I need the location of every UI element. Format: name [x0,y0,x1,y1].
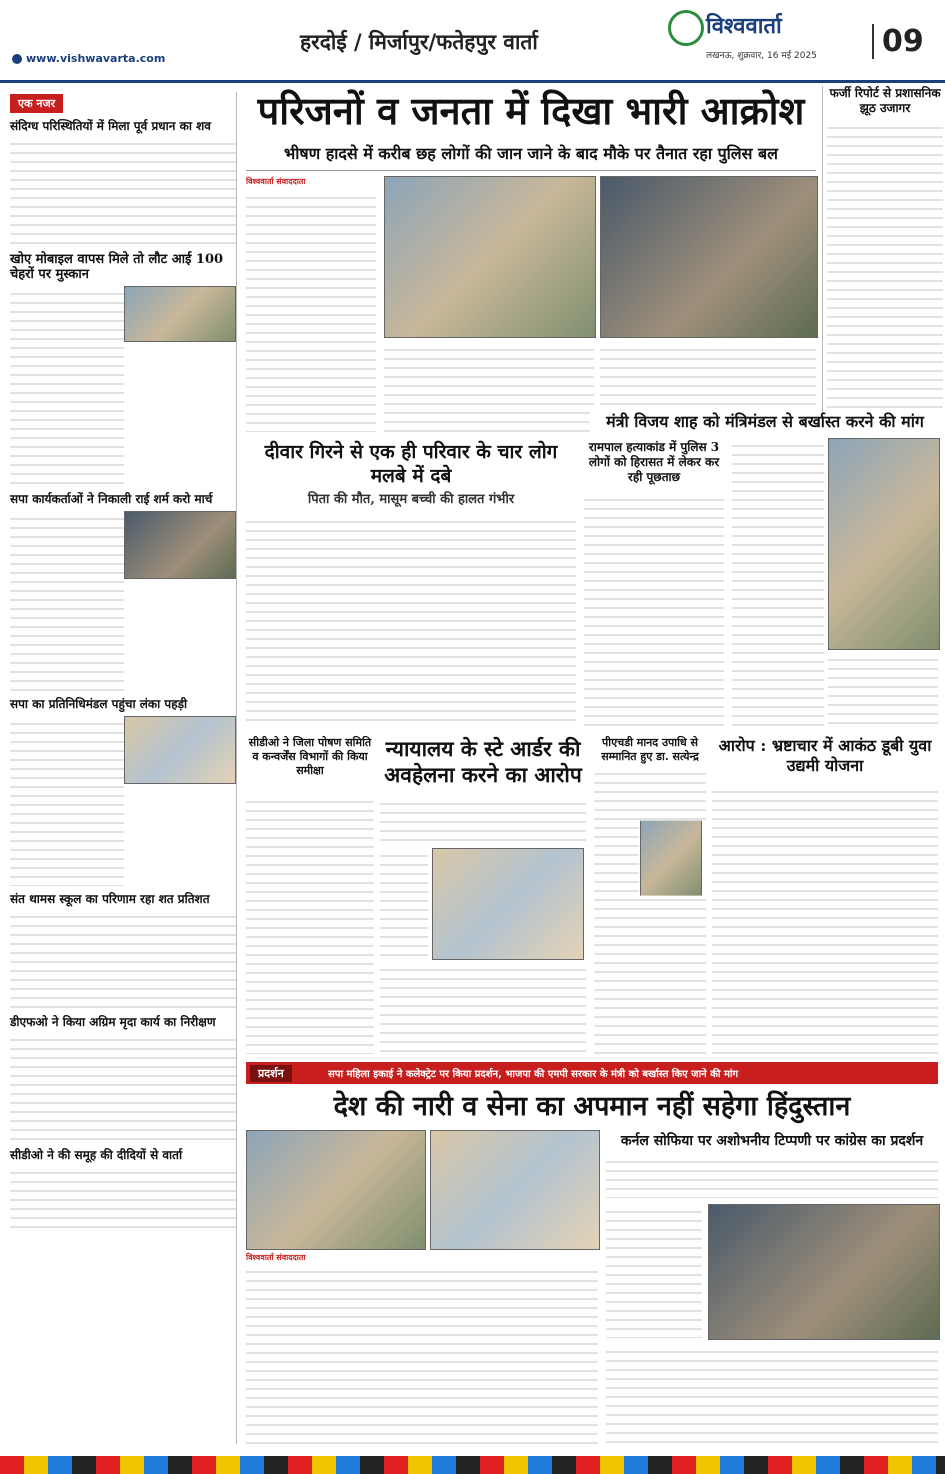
congress-photo [708,1204,940,1340]
congress-body-top [606,1154,938,1198]
phd-body [594,766,706,1054]
minister-photo [828,438,940,650]
left-column [10,92,237,1444]
left-headline-1: संदिग्ध परिस्थितियों में मिला पूर्व प्रधान का शव [10,119,211,133]
left-headline-6: डीएफओ ने किया अग्रिम मृदा कार्य का निरीक्षण [10,1015,216,1029]
section-label: एक नजर [10,94,63,113]
divider [246,170,816,171]
court-headline: न्यायालय के स्टे आर्डर की अवहेलना करने का आरोप [384,736,582,787]
protest-photo-1 [246,1130,426,1250]
left-headline-2: खोए मोबाइल वापस मिले तो लौट आई 100 चेहरों पर मुस्कान [10,252,224,282]
protest-headline: देश की नारी व सेना का अपमान नहीं सहेगा हिंदुस्तान [333,1091,851,1122]
court-body-bottom [380,962,586,1054]
left-headline-5: संत थामस स्कूल का परिणाम रहा शत प्रतिशत [10,892,210,906]
accused-headline: आरोप : भ्रष्टाचार में आकंठ डूबी युवा उद्यमी योजना [718,736,932,775]
congress-body-bottom [606,1344,938,1448]
left-body-3 [10,511,124,691]
edition-title: हरदोई / मिर्जापुर/फतेहपुर वार्ता [300,29,538,54]
protest-byline: विश्ववार्ता संवाददाता [246,1253,306,1262]
right-body [827,120,943,410]
news-photo [124,286,236,342]
congress-body-side [606,1204,702,1338]
right-column [822,86,943,412]
left-body-2 [10,286,124,486]
rampal-headline: रामपाल हत्याकांड में पुलिस 3 लोगों को हिरासत में लेकर कर रही पूछताछ [588,440,720,484]
lead-byline: विश्ववार्ता संवाददाता [246,177,306,186]
protest-body [246,1264,598,1448]
website-text: www.vishwavarta.com [26,52,166,65]
protest-photo-2 [430,1130,600,1250]
lead-body-col2 [384,342,594,432]
left-body-7 [10,1165,236,1235]
wall-headline: दीवार गिरने से एक ही परिवार के चार लोग मलबे में दबे [264,441,558,487]
news-photo [124,716,236,784]
lead-headline: परिजनों व जनता में दिखा भारी आक्रोश [257,88,805,133]
left-body-1 [10,136,236,246]
lead-photo-vehicle [600,176,818,338]
lead-subheadline: भीषण हादसे में करीब छह लोगों की जान जाने के बाद मौके पर तैनात रहा पुलिस बल [283,144,779,163]
minister-headline: मंत्री विजय शाह को मंत्रिमंडल से बर्खास्त करने की मांग [590,412,940,432]
brand-logo-icon [668,10,704,46]
congress-headline: कर्नल सोफिया पर अशोभनीय टिप्पणी पर कांग्रेस का प्रदर्शन [620,1133,924,1149]
rampal-body [584,492,724,728]
website-link[interactable] [12,52,165,65]
dateline: लखनऊ, शुक्रवार, 16 मई 2025 [706,51,817,61]
page-number: 09 [872,24,924,59]
right-headline: फर्जी रिपोर्ट से प्रशासनिक झूठ उजागर [829,86,941,115]
wall-subheadline: पिता की मौत, मासूम बच्ची की हालत गंभीर [307,492,515,507]
phd-headline: पीएचडी मानद उपाधि से सम्मानित हुए डा. सत्येन्द्र [601,736,699,763]
court-photo [432,848,584,960]
accused-body [712,784,938,1054]
lead-photo-police [384,176,596,338]
cdo-body [246,794,374,1054]
protest-label: प्रदर्शन [250,1065,292,1082]
lead-body-col1 [246,190,376,432]
wall-body [246,514,576,728]
news-photo [124,511,236,579]
left-body-6 [10,1032,236,1142]
court-body-side [380,848,428,958]
minister-body [732,438,824,728]
portrait-photo [640,820,702,898]
court-body-top [380,796,586,842]
left-headline-3: सपा कार्यकर्ताओं ने निकाली राई शर्म करो मार्च [10,492,213,506]
globe-icon [12,54,22,64]
left-headline-4: सपा का प्रतिनिधिमंडल पहुंचा लंका पहड़ी [10,697,188,711]
left-headline-7: सीडीओ ने की समूह की दीदियों से वार्ता [10,1148,183,1162]
brand-name: विश्ववार्ता [706,13,782,39]
cdo-headline: सीडीओ ने जिला पोषण समिति व कन्वर्जेंस विभागों की किया समीक्षा [248,736,372,777]
minister-caption [828,652,938,728]
left-body-4 [10,716,124,886]
left-body-5 [10,909,236,1009]
protest-band-text: सपा महिला इकाई ने कलेक्ट्रेट पर किया प्रदर्शन, भाजपा की एमपी सरकार के मंत्री को बर्खास्त किए जाने की मांग [328,1069,739,1080]
print-color-strip [0,1456,945,1474]
